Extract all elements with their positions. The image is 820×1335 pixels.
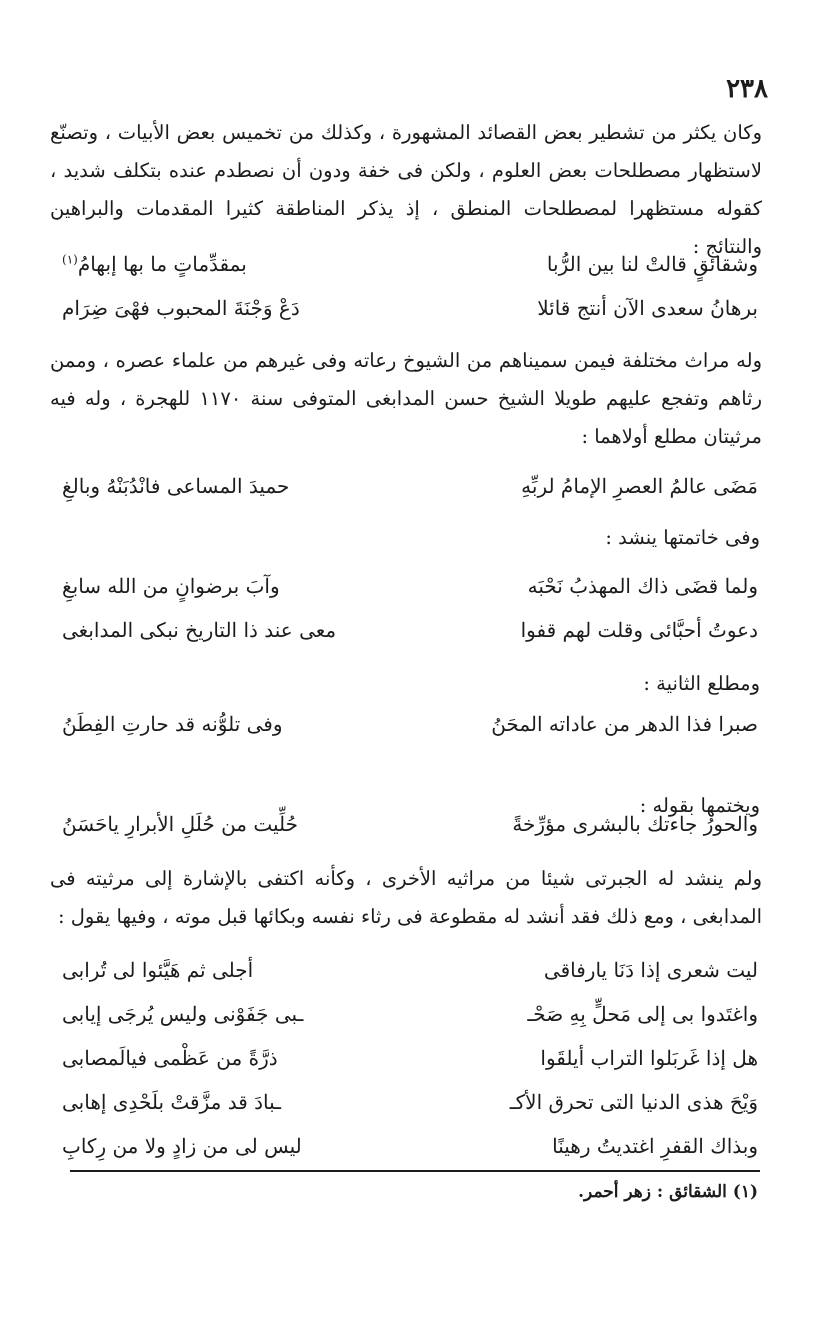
- verse-second-hemistich: وفى تلوُّنه قد حارتِ الفِطَنُ: [62, 712, 283, 736]
- page-number: ٢٣٨: [726, 74, 768, 104]
- verse-second-hemistich: دَعْ وَجْنَةَ المحبوب فهْىَ ضِرَام: [62, 296, 300, 320]
- paragraph-elegies: وله مراث مختلفة فيمن سميناهم من الشيوخ رعاته وفى غيرهم من علماء عصره ، وممن رثاهم وتفجع عليهم طويلا الشيخ حسن المدابغى المتوفى سنة ١١٧٠ للهجرة ، وله فيه مرثيتان مطلع أولاهما :: [50, 349, 763, 448]
- verse-first-hemistich: ولما قضَى ذاك المهذبُ نَحْبَه: [527, 574, 758, 598]
- verse-first-hemistich: وشقائقٍ قالتْ لنا بين الرُّبا: [546, 252, 758, 276]
- verse-first-hemistich: مَضَى عالمُ العصرِ الإمامُ لربِّهِ: [521, 474, 758, 498]
- footnote-marker: (١): [62, 252, 78, 267]
- verse-first-hemistich: وَيْحَ هذى الدنيا التى تحرق الأكـ: [509, 1090, 758, 1114]
- verse-self-elegy-3: [62, 1046, 758, 1082]
- verse-elegy2-ending: [62, 812, 758, 848]
- verse-logic-1: [62, 252, 758, 288]
- verse-second-hemistich: معى عند ذا التاريخ نبكى المدابغى: [62, 618, 337, 642]
- verse-elegy1-closing-2: [62, 618, 758, 654]
- verse-second-hemistich: ـبى جَفَوْنى وليس يُرجَى إيابى: [62, 1002, 304, 1026]
- footnote: (١) الشقائق : زهر أحمر.: [578, 1182, 758, 1202]
- verse-second-hemistich: حميدَ المساعى فانْدُبَنْهُ وبالغِ: [62, 474, 290, 498]
- label-ending: ويختمها بقوله :: [639, 794, 760, 817]
- verse-second-hemistich: حُلِّيت من حُلَلِ الأبرارِ ياحَسَنُ: [62, 812, 299, 836]
- verse-elegy2-opening: [62, 712, 758, 748]
- verse-second-hemistich: ذرَّةً من عَظْمى فيالَمصابى: [62, 1046, 278, 1070]
- label-second-opening: ومطلع الثانية :: [643, 672, 760, 695]
- verse-first-hemistich: دعوتُ أحبَّائى وقلت لهم قفوا: [520, 618, 758, 642]
- verse-self-elegy-1: [62, 958, 758, 994]
- footnote-divider: [70, 1170, 760, 1172]
- verse-second-hemistich: بمقدِّماتٍ ما بها إبهامُ$^{(١)}$: [62, 252, 247, 276]
- verse-self-elegy-2: [62, 1002, 758, 1038]
- verse-first-hemistich: هل إذا غَربَلوا التراب أيلقَوا: [540, 1046, 758, 1070]
- verse-second-hemistich: ـبادَ قد مزَّقتْ بلَحْدِى إهابى: [62, 1090, 282, 1114]
- verse-self-elegy-5: [62, 1134, 758, 1170]
- paragraph-intro: وكان يكثر من تشطير بعض القصائد المشهورة ، وكذلك من تخميس بعض الأبيات ، وتصنّع لاستظهار مصطلحات بعض العلوم ، ولكن فى خفة ودون أن نصطدم عنده بتكلف شديد ، كقوله مستظهرا لمصطلحات المنطق ، إذ يذكر المناطقة كثيرا المقدمات والبراهين والنتائج :: [50, 121, 762, 258]
- verse-second-hemistich: وآبَ برضوانٍ من الله سابغِ: [62, 574, 280, 598]
- verse-elegy1-opening: [62, 474, 758, 510]
- verse-first-hemistich: ليت شعرى إذا دَنَا يارفاقى: [543, 958, 758, 982]
- verse-second-hemistich: ليس لى من زادٍ ولا من رِكابِ: [62, 1134, 302, 1158]
- verse-logic-2: [62, 296, 758, 332]
- verse-first-hemistich: وبذاك القفرِ اغتديتُ رهينًا: [552, 1134, 758, 1158]
- verse-self-elegy-4: [62, 1090, 758, 1126]
- verse-elegy1-closing-1: [62, 574, 758, 610]
- verse-first-hemistich: برهانُ سعدى الآن أنتج قائلا: [537, 296, 758, 320]
- verse-first-hemistich: صبرا فذا الدهر من عاداته المحَنُ: [491, 712, 758, 736]
- verse-first-hemistich: واغتَدوا بى إلى مَحلٍّ بِهِ صَحْـ: [527, 1002, 758, 1026]
- paragraph-self-elegy: ولم ينشد له الجبرتى شيئا من مراثيه الأخرى ، وكأنه اكتفى بالإشارة إلى مرثيته فى المدابغى ، ومع ذلك فقد أنشد له مقطوعة فى رثاء نفسه وبكائها قبل موته ، وفيها يقول :: [50, 867, 762, 928]
- verse-second-hemistich: أجلى ثم هَيَّئوا لى تُرابى: [62, 958, 254, 982]
- verse-first-hemistich: والحورُ جاءتك بالبشرى مؤرِّخةً: [512, 812, 758, 836]
- label-closing: وفى خاتمتها ينشد :: [605, 526, 760, 549]
